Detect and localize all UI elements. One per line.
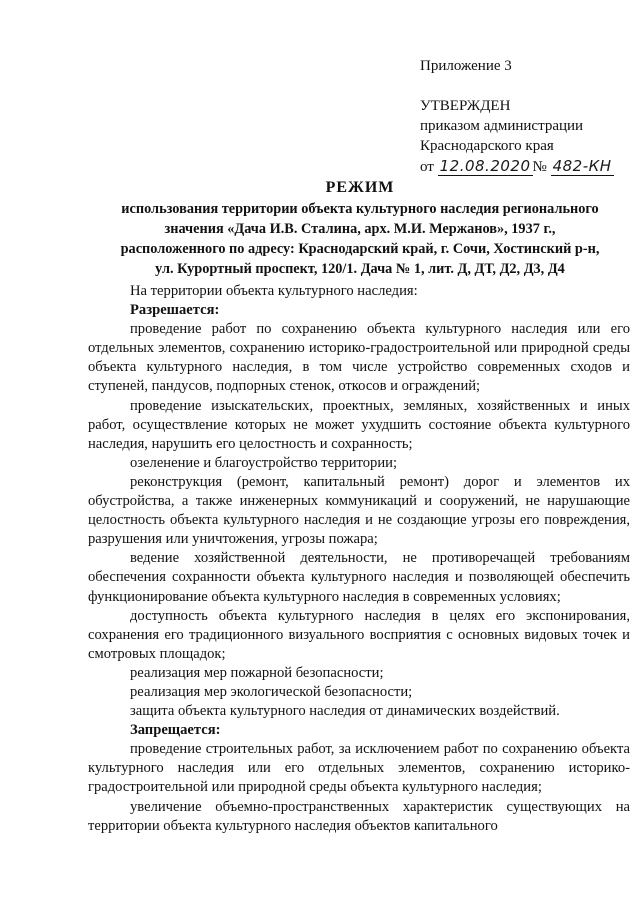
handwritten-number: 482-КН [552,157,612,175]
document-body [88,282,630,836]
allowed-item: реализация мер пожарной безопасности; [130,664,384,681]
subtitle-line: ул. Курортный проспект, 120/1. Дача № 1, лит. Д, ДТ, Д2, Д3, Д4 [155,261,565,277]
prohibited-heading: Запрещается: [130,722,221,739]
prohibited-item: проведение строительных работ, за исключением работ по сохранению объекта культурного наследия или его отдельных элементов, сохранению историко-градостроительной или природной среды объекта культурного наследия; [88,741,630,796]
date-prefix: от [420,159,434,175]
allowed-item: реконструкция (ремонт, капитальный ремонт) дорог и элементов их обустройства, а также инженерных коммуникаций и сооружений, не нарушающие целостность объекта культурного наследия и не создающие угрозы его повреждения, разрушения или уничтожения, угрозы пожара; [88,473,630,548]
order-label: приказом администрации [420,118,584,134]
subtitle-line: использования территории объекта культурного наследия регионального [121,201,599,217]
title-block [90,177,630,279]
region-label: Краснодарского края [420,138,554,154]
intro-paragraph: На территории объекта культурного наследия: [130,283,418,299]
allowed-item: защита объекта культурного наследия от динамических воздействий. [130,703,560,720]
allowed-heading: Разрешается: [130,302,220,319]
document-title: РЕЖИМ [325,179,395,196]
handwritten-date: 12.08.2020 [439,157,531,175]
number-prefix: № [532,159,547,175]
subtitle-line: расположенного по адресу: Краснодарский край, г. Сочи, Хостинский р-н, [120,241,600,257]
allowed-item: озеленение и благоустройство территории; [130,454,398,471]
date-number-line [420,156,630,177]
allowed-item: проведение работ по сохранению объекта культурного наследия или его отдельных элементов, сохранению историко-градостроительной или природной среды объекта культурного наследия, в том числе устройство современных сходов и ступеней, пандусов, подпорных стенок, откосов и ограждений; [88,321,630,395]
allowed-item: ведение хозяйственной деятельности, не противоречащей требованиям обеспечения сохранности объекта культурного наследия и позволяющей обеспечить функционирование объекта культурного наследия в современных условиях; [88,550,630,605]
approval-stamp-block [420,56,630,177]
prohibited-item: увеличение объемно-пространственных характеристик существующих на территории объекта культурного наследия объектов капитального [88,798,630,834]
allowed-item: проведение изыскательских, проектных, земляных, хозяйственных и иных работ, осуществление которых не может ухудшить состояние объекта культурного наследия, нарушить его целостность и сохранность; [88,397,630,452]
approved-label: УТВЕРЖДЕН [420,98,511,114]
appendix-label: Приложение 3 [420,58,512,74]
allowed-item: реализация мер экологической безопасности; [130,683,413,700]
allowed-item: доступность объекта культурного наследия в целях его экспонирования, сохранения его традиционного визуального восприятия с основных видовых точек и смотровых площадок; [88,607,630,662]
subtitle-line: значения «Дача И.В. Сталина, арх. М.И. Мержанов», 1937 г., [164,221,556,237]
